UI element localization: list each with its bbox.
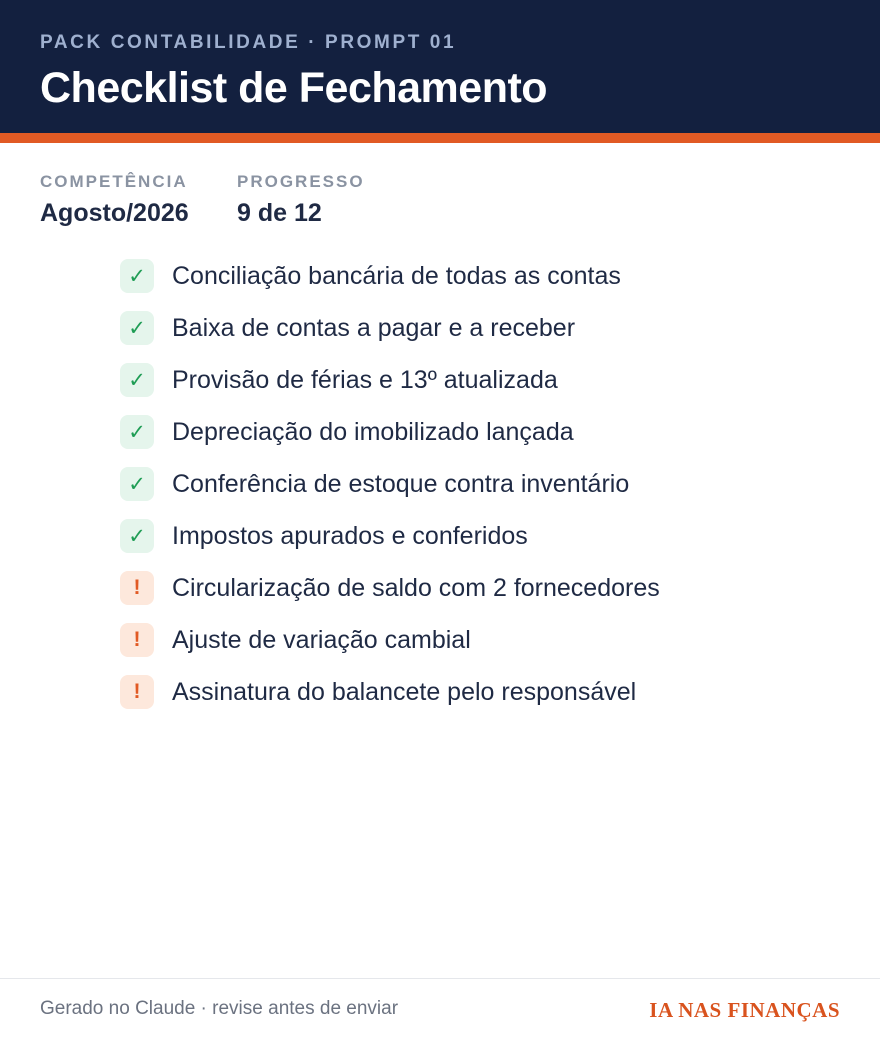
checklist-item: [120, 666, 840, 718]
checklist-item: [120, 510, 840, 562]
checklist-item-text: Depreciação do imobilizado lançada: [172, 417, 574, 446]
check-icon: ✓: [120, 519, 154, 553]
closing-checklist: [120, 250, 840, 718]
checklist-item-text: Provisão de férias e 13º atualizada: [172, 365, 558, 394]
progresso-label: PROGRESSO: [237, 172, 365, 191]
meta-competencia: [40, 172, 189, 228]
checklist-item-text: Assinatura do balancete pelo responsável: [172, 677, 637, 706]
competencia-label: COMPETÊNCIA: [40, 172, 188, 191]
checklist-item-text: Circularização de saldo com 2 fornecedores: [172, 573, 660, 602]
brand-logo: IA NAS FINANÇAS: [649, 998, 840, 1022]
check-icon: ✓: [120, 259, 154, 293]
alert-icon: !: [120, 675, 154, 709]
checklist-item-text: Baixa de contas a pagar e a receber: [172, 313, 576, 342]
checklist-item-text: Impostos apurados e conferidos: [172, 521, 528, 550]
footer-note: Gerado no Claude · revise antes de enviar: [40, 998, 399, 1019]
checklist-item: [120, 406, 840, 458]
header-banner: [0, 0, 880, 133]
alert-icon: !: [120, 571, 154, 605]
check-icon: ✓: [120, 467, 154, 501]
checklist-item: [120, 614, 840, 666]
checklist-item-text: Conciliação bancária de todas as contas: [172, 261, 621, 290]
checklist-item: [120, 562, 840, 614]
footer-divider: [0, 978, 880, 979]
header-accent-bar: [0, 133, 880, 143]
page-title: Checklist de Fechamento: [40, 64, 548, 112]
checklist-item: [120, 302, 840, 354]
pack-eyebrow: PACK CONTABILIDADE · PROMPT 01: [40, 32, 457, 53]
competencia-value: Agosto/2026: [40, 199, 189, 227]
checklist-item: [120, 250, 840, 302]
check-icon: ✓: [120, 415, 154, 449]
check-icon: ✓: [120, 363, 154, 397]
alert-icon: !: [120, 623, 154, 657]
check-icon: ✓: [120, 311, 154, 345]
meta-progresso: [237, 172, 365, 228]
checklist-item: [120, 354, 840, 406]
checklist-item-text: Ajuste de variação cambial: [172, 625, 471, 654]
progresso-value: 9 de 12: [237, 199, 322, 227]
checklist-item: [120, 458, 840, 510]
checklist-item-text: Conferência de estoque contra inventário: [172, 469, 630, 498]
